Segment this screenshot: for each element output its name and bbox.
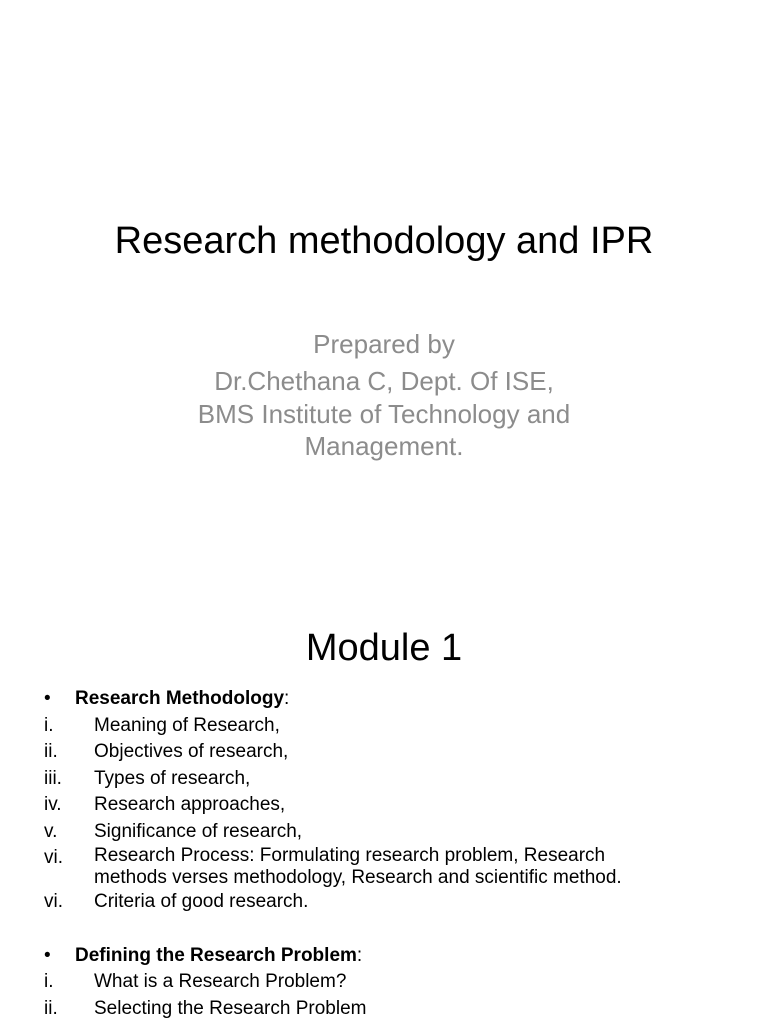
list-marker: iii.: [44, 767, 62, 789]
list-item-text: Research Process: Formulating research problem, Research: [94, 845, 606, 866]
subtitle-line-prepared-by: Prepared by: [313, 329, 455, 359]
list-marker: iv.: [44, 794, 62, 815]
list-marker: ii.: [44, 741, 58, 762]
bullet-icon: •: [44, 944, 51, 966]
section-heading-suffix: :: [284, 688, 290, 709]
list-marker: ii.: [44, 997, 58, 1019]
list-marker: vi.: [44, 847, 63, 868]
section-heading-text: Defining the Research Problem: [75, 944, 357, 966]
list-item: [44, 739, 744, 766]
section-spacer: [44, 916, 744, 943]
section-heading: [44, 943, 744, 970]
subtitle-line-institute-cont: Management.: [304, 431, 464, 461]
list-item-text: Meaning of Research,: [94, 714, 280, 736]
module-title: Module 1: [305, 627, 463, 669]
list-item-text: Criteria of good research.: [94, 891, 309, 912]
section-heading-suffix: :: [356, 944, 363, 966]
list-item-text: Objectives of research,: [94, 741, 289, 762]
cover-subtitle: [0, 326, 768, 465]
list-item-text: Significance of research,: [94, 820, 303, 842]
bullet-icon: •: [44, 688, 51, 709]
list-item-text-continued: methods verses methodology, Research and scientific method.: [94, 867, 622, 888]
list-item: [44, 792, 744, 819]
list-item: [44, 713, 744, 740]
cover-title: Research methodology and IPR: [114, 220, 654, 262]
subtitle-line-institute: BMS Institute of Technology and: [197, 399, 571, 429]
list-marker: i.: [44, 971, 54, 992]
list-item: [44, 889, 744, 916]
list-marker: vi.: [44, 891, 63, 912]
list-item: [44, 766, 744, 793]
list-item: [44, 845, 744, 889]
list-marker: i.: [44, 714, 54, 736]
module-content: [44, 686, 744, 1022]
list-item: [44, 819, 744, 846]
list-item-text: What is a Research Problem?: [94, 971, 347, 992]
list-marker: v.: [44, 820, 58, 842]
section-heading: [44, 686, 744, 713]
list-item-text: Selecting the Research Problem: [94, 997, 367, 1019]
list-item: [44, 996, 744, 1023]
list-item-text: Types of research,: [94, 767, 251, 789]
list-item-text: Research approaches,: [94, 794, 286, 815]
subtitle-line-author: Dr.Chethana C, Dept. Of ISE,: [214, 366, 554, 396]
section-heading-text: Research Methodology: [75, 688, 285, 709]
list-item: [44, 969, 744, 996]
